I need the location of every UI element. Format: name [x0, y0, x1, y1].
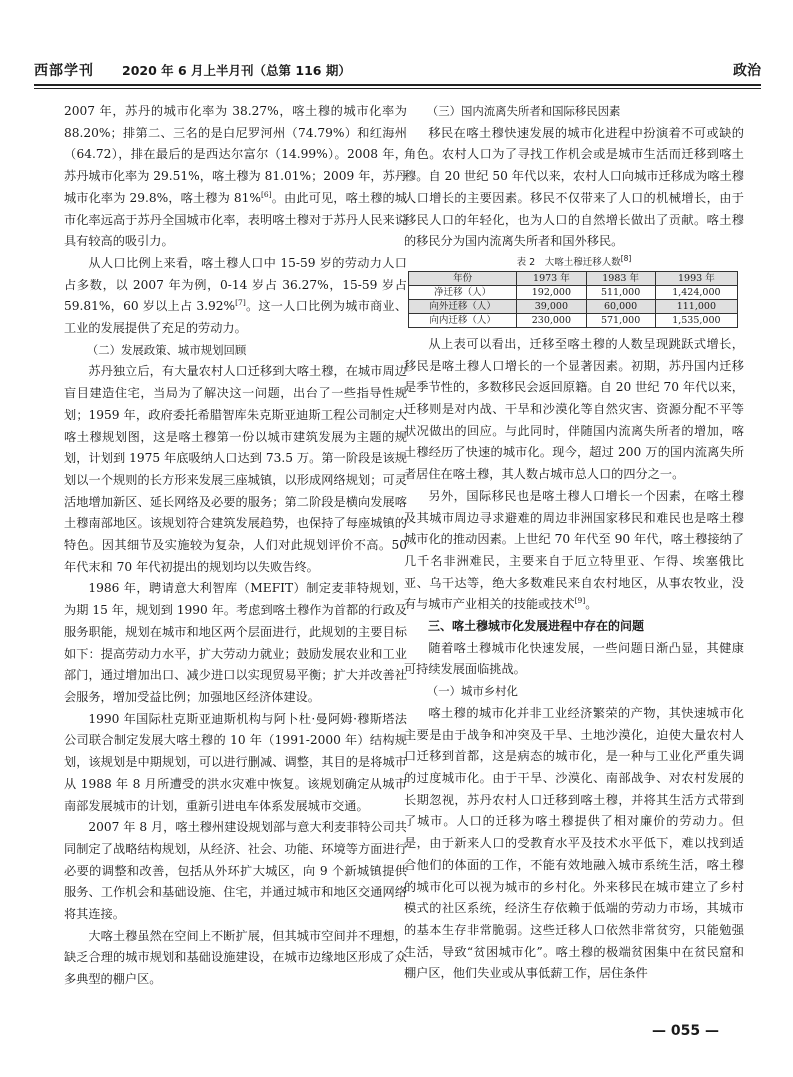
paragraph: 随着喀土穆城市化快速发展，一些问题日渐凸显，其健康可持续发展面临挑战。: [404, 640, 744, 677]
left-column: [64, 101, 407, 991]
table-cell: 230,000: [517, 313, 586, 327]
table-cell: 向外迁移（人）: [409, 299, 517, 313]
paragraph: 2007 年 8 月，喀土穆州建设规划部与意大利麦菲特公司共同制定了战略结构规划，从经济、社会、功能、环境等方面进行必要的调整和改善，包括从外环扩大城区，向 9 个新城镇提供服务、工作机会和基础设施、住宅，并通过城市和地区交通网络将其连接。: [64, 820, 407, 922]
table-row: [409, 285, 738, 299]
table-header-cell: 1983 年: [586, 271, 655, 285]
issue-info: 2020 年 6 月上半月刊（总第 116 期）: [122, 63, 351, 78]
table-header-cell: 年份: [409, 271, 517, 285]
citation-ref: [7]: [235, 298, 246, 308]
page-number: — 055 —: [652, 1023, 719, 1039]
table-header-row: [409, 271, 738, 285]
subsection-heading: （三）国内流离失所者和国际移民因素: [426, 104, 621, 118]
migration-table: [408, 271, 738, 328]
table-cell: 192,000: [517, 285, 586, 299]
table-cell: 1,535,000: [655, 313, 737, 327]
running-header: [34, 60, 761, 82]
paragraph: 1986 年，聘请意大利智库（MEFIT）制定麦菲特规划，为期 15 年，规划到 1990 年。考虑到喀土穆作为首都的行政及服务职能，规划在城市和地区两个层面进行，此规划的主要目标如下：提高劳动力水平，扩大劳动力就业；鼓励发展农业和工业部门，通过增加出口、减少进口以实现贸易平衡；扩大并改善社会服务，增加受益比例；加强地区经济体建设。: [64, 581, 407, 704]
header-rule-thin: [34, 88, 761, 89]
paragraph: 移民在喀土穆快速发展的城市化进程中扮演着不可或缺的角色。农村人口为了寻找工作机会或是城市生活而迁移到喀土穆。自 20 世纪 50 年代以来，农村人口向城市迁移成为喀土穆人口增长的主要因素。移民不仅带来了人口的机械增长，由于移民人口的年轻化，也为人口的自然增长做出了贡献。喀土穆的移民分为国内流离失所者和国外移民。: [404, 125, 744, 249]
paragraph: 大喀土穆虽然在空间上不断扩展，但其城市空间并不理想，缺乏合理的城市规划和基础设施建设，在城市边缘地区形成了众多典型的棚户区。: [64, 928, 407, 987]
table-cell: 511,000: [586, 285, 655, 299]
table-cell: 571,000: [586, 313, 655, 327]
paragraph: 从人口比例上来看，喀土穆人口中 15-59 岁的劳动力人口占多数，以 2007 年为例，0-14 岁占 36.27%，15-59 岁占 59.81%，60 岁以上占 3.92%[7]。这一人口比例为城市商业、工业的发展提供了充足的劳动力。: [64, 255, 408, 336]
citation-ref: [6]: [261, 189, 272, 199]
table-row: [409, 299, 738, 313]
subsection-heading: （二）发展政策、城市规划回顾: [86, 342, 247, 357]
table-row: [409, 313, 738, 327]
subsection-heading: （一）城市乡村化: [426, 684, 518, 699]
citation-ref: [8]: [620, 253, 632, 263]
paragraph: 2007 年，苏丹的城市化率为 38.27%，喀土穆的城市化率为 88.20%；排第二、三名的是白尼罗河州（74.79%）和红海州（64.72），排在最后的是西达尔富尔（14.99%）。2008 年，苏丹城市化率为 29.51%，喀土穆为 81.01%；2009 年，苏丹城市化率为 29.8%，喀土穆为 81%[6]。由此可见，喀土穆的城市化率远高于苏丹全国城市化率，表明喀土穆对于苏丹人民来说具有较高的吸引力。: [64, 104, 408, 249]
table-header-cell: 1993 年: [655, 271, 737, 285]
table-cell: 1,424,000: [655, 285, 737, 299]
section-label: 政治: [733, 63, 761, 79]
citation-ref: [9]: [574, 596, 586, 606]
paragraph: 苏丹独立后，有大量农村人口迁移到大喀土穆，在城市周边盲目建造住宅，当局为了解决这一问题，出台了一些指导性规划；1959 年，政府委托希腊智库朱克斯亚迪斯工程公司制定大喀土穆规划图，这是喀土穆第一份以城市建筑发展为主题的规划，计划到 1975 年底吸纳人口达到 73.5 万。第一阶段是该规划以一个规则的长方形来发展三座城镇，以形成网络规划；可灵活地增加新区、延长网络及必要的服务；第二阶段是横向发展喀土穆南部地区。该规划符合建筑发展趋势，也保持了每座城镇的特色。因其细节及实施较为复杂，人们对此规划评价不高。50 年代末和 70 年代初提出的规划均以失败告终。: [64, 364, 407, 574]
table-cell: 向内迁移（人）: [409, 313, 517, 327]
paragraph: 从上表可以看出，迁移至喀土穆的人数呈现跳跃式增长，移民是喀土穆人口增长的一个显著因素。初期，苏丹国内迁移是季节性的，多数移民会返回原籍。自 20 世纪 70 年代以来，迁移则是对内战、干旱和沙漠化等自然灾害、资源分配不平等状况做出的回应。与此同时，伴随国内流离失所者的增加，喀土穆经历了快速的城市化。现今，超过 200 万的国内流离失所者居住在喀土穆，其人数占城市总人口的四分之一。: [404, 336, 744, 482]
paragraph: 1990 年国际杜克斯亚迪斯机构与阿卜杜·曼阿姆·穆斯塔法公司联合制定发展大喀土穆的 10 年（1991-2000 年）结构规划，该规划是中期规划，可以进行删减、调整，其目的是将城市从 1988 年 8 月所遭受的洪水灾难中恢复。该规划确定从城市南部发展城市的计划，重新引进电车体系发展城市交通。: [64, 711, 407, 813]
paragraph: 另外，国际移民也是喀土穆人口增长一个因素，在喀土穆及其城市周边寻求避难的周边非洲国家移民和难民也是喀土穆城市化的推动因素。上世纪 70 年代至 90 年代，喀土穆接纳了几千名非洲难民，主要来自于厄立特里亚、乍得、埃塞俄比亚、乌干达等，绝大多数难民来自农村地区，从事农牧业，没有与城市产业相关的技能或技术[9]。: [404, 488, 744, 612]
table-caption: 表 2 大喀土穆迁移人数[8]: [516, 253, 632, 268]
table-header-cell: 1973 年: [517, 271, 586, 285]
table-cell: 60,000: [586, 299, 655, 313]
section-heading: 三、喀土穆城市化发展进程中存在的问题: [428, 619, 645, 634]
table-cell: 净迁移（人）: [409, 285, 517, 299]
journal-logo: 西部学刊: [34, 63, 94, 79]
header-rule-thick: [34, 84, 761, 86]
paragraph: 喀土穆的城市化并非工业经济繁荣的产物，其快速城市化主要是由于战争和冲突及干旱、土地沙漠化，迫使大量农村人口迁移到首都，这是病态的城市化，是一种与工业化严重失调的过度城市化。由于干旱、沙漠化、南部战争、对农村发展的长期忽视，苏丹农村人口迁移到喀土穆，并将其生活方式带到了城市。人口的迁移为喀土穆提供了相对廉价的劳动力。但是，由于新来人口的受教育水平及技术水平低下，难以找到适合他们的体面的工作，不能有效地融入城市系统生活，喀土穆的城市化可以视为城市的乡村化。外来移民在城市建立了乡村模式的社区系统，经济生存依赖于低端的劳动力市场，其城市的基本生存非常脆弱。这些迁移人口依然非常贫穷，只能勉强生活，导致“贫困城市化”。喀土穆的极端贫困集中在贫民窟和棚户区，他们失业或从事低薪工作，居住条件: [404, 705, 744, 981]
table-cell: 39,000: [517, 299, 586, 313]
table-cell: 111,000: [655, 299, 737, 313]
right-column: [404, 101, 744, 985]
